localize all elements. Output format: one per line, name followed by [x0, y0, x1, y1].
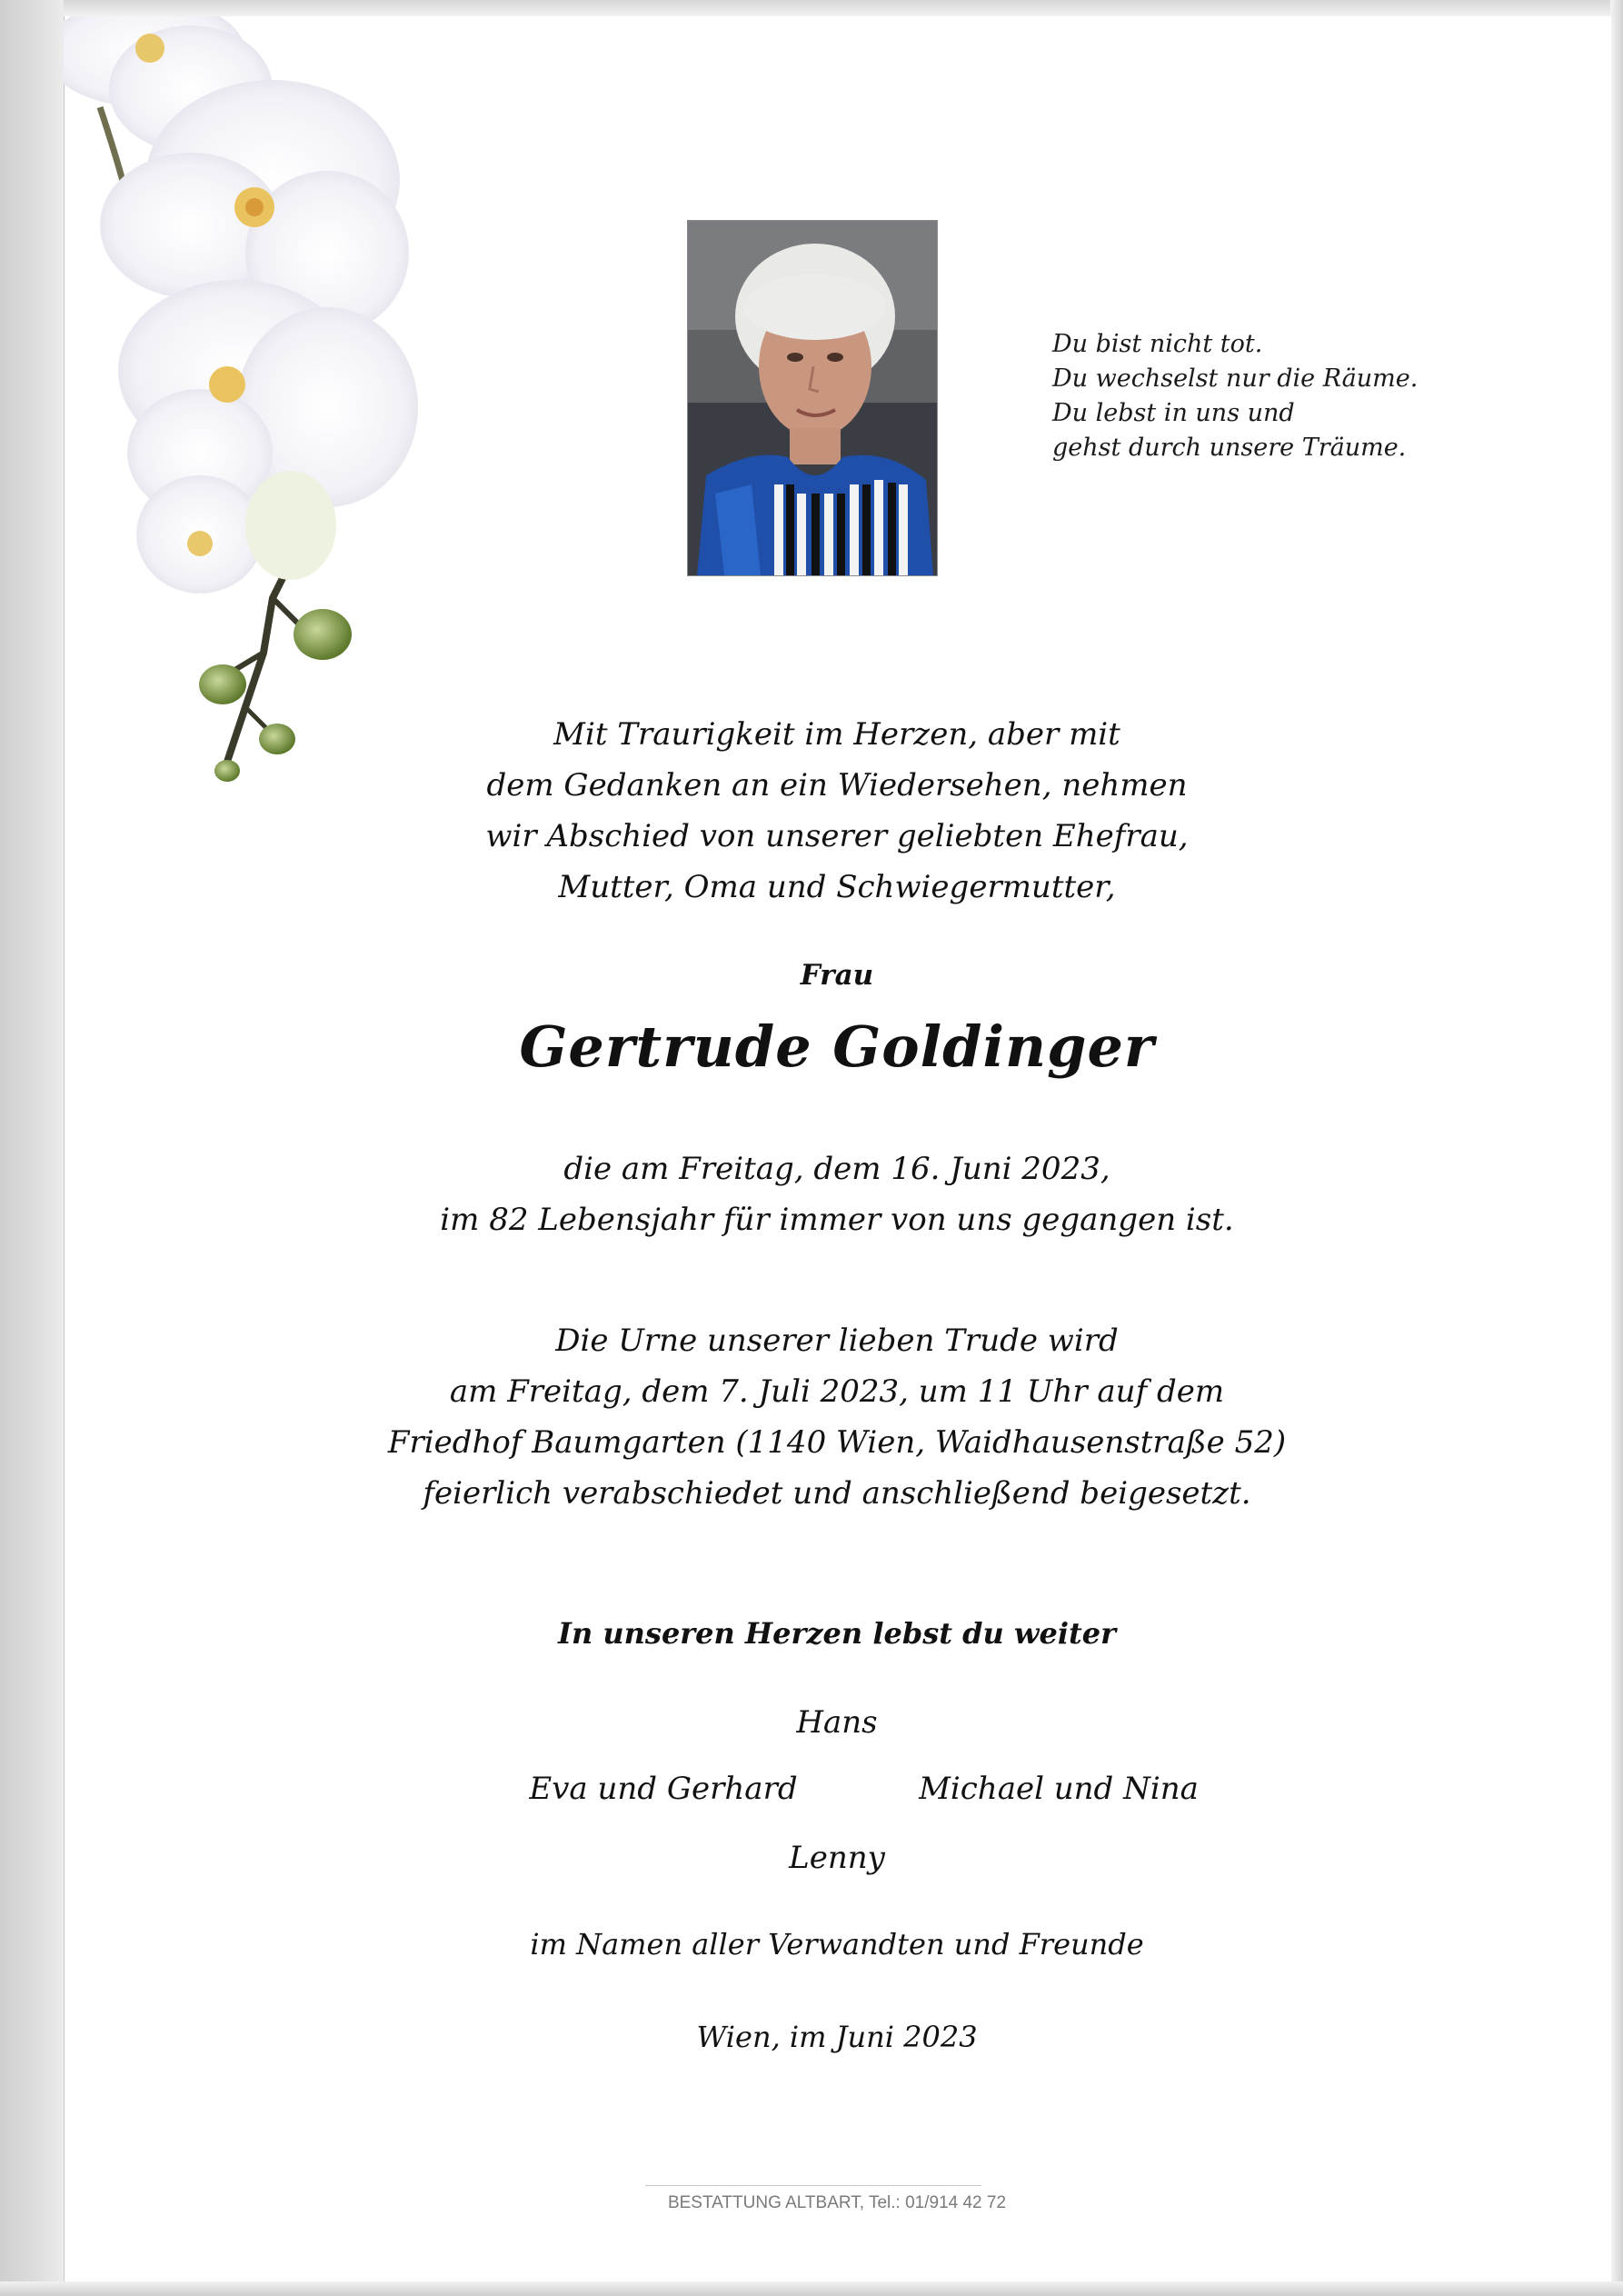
footer-divider [645, 2185, 981, 2186]
page-shadow-left [0, 0, 64, 2296]
poem-line: gehst durch unsere Träume. [1052, 434, 1407, 462]
mourner-grandchild: Lenny [789, 1840, 885, 1876]
page-shadow-bottom [0, 2281, 1623, 2296]
intro-text [64, 709, 1610, 913]
intro-line: dem Gedanken an ein Wiedersehen, nehmen [486, 767, 1188, 804]
funeral-line: Die Urne unserer lieben Trude wird [555, 1323, 1119, 1359]
funeral-line: am Freitag, dem 7. Juli 2023, um 11 Uhr auf dem [449, 1373, 1225, 1410]
funeral-details [64, 1315, 1610, 1519]
death-line: im 82 Lebensjahr für immer von uns gegangen ist. [440, 1202, 1234, 1238]
poem-line: Du bist nicht tot. [1052, 330, 1263, 358]
intro-line: wir Abschied von unserer geliebten Ehefrau, [485, 818, 1189, 854]
undertaker-footer: BESTATTUNG ALTBART, Tel.: 01/914 42 72 [667, 2193, 1007, 2212]
death-line: die am Freitag, dem 16. Juni 2023, [563, 1151, 1110, 1187]
poem-line: Du lebst in uns und [1052, 399, 1295, 427]
funeral-line: feierlich verabschiedet und anschließend beigesetzt. [423, 1475, 1251, 1512]
deceased-title: Frau [800, 959, 874, 992]
page-shadow-right [1610, 0, 1623, 2296]
mourner-family-left: Eva und Gerhard [529, 1771, 798, 1807]
place-date: Wien, im Juni 2023 [696, 2020, 978, 2054]
funeral-line: Friedhof Baumgarten (1140 Wien, Waidhausenstraße 52) [387, 1424, 1287, 1461]
poem-line: Du wechselst nur die Räume. [1052, 364, 1419, 393]
intro-line: Mutter, Oma und Schwiegermutter, [558, 869, 1116, 905]
death-notice [64, 1143, 1610, 1245]
mourners-children-row [64, 1771, 1610, 1816]
mourners-motto: In unseren Herzen lebst du weiter [558, 1616, 1116, 1651]
intro-line: Mit Traurigkeit im Herzen, aber mit [553, 716, 1120, 753]
on-behalf-text: im Namen aller Verwandten und Freunde [530, 1927, 1144, 1962]
page-shadow-top [0, 0, 1623, 16]
portrait-photo [687, 220, 938, 576]
mourner-family-right: Michael und Nina [919, 1771, 1199, 1807]
mourner-spouse: Hans [796, 1704, 878, 1741]
white-orchid-branch-icon [64, 16, 536, 816]
poem [1052, 327, 1507, 465]
deceased-name: Gertrude Goldinger [519, 1013, 1155, 1080]
